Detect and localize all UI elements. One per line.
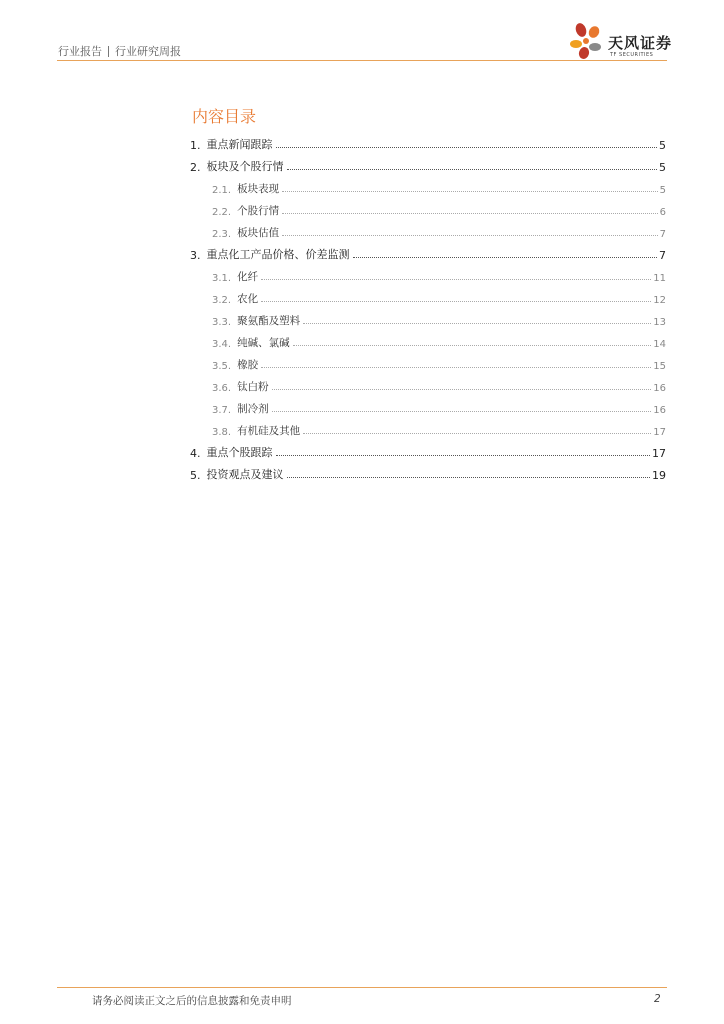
toc-entry-page: 17	[653, 427, 666, 438]
logo-subtitle: TF SECURITIES	[610, 52, 654, 58]
toc-entry-number: 3.5.	[212, 361, 232, 372]
toc-entry-page: 16	[653, 383, 666, 394]
toc-leader-dots	[272, 411, 652, 412]
toc-entry[interactable]	[190, 438, 666, 460]
toc-entry-label: 板块估值	[237, 227, 280, 239]
toc-leader-dots	[293, 345, 652, 346]
toc-leader-dots	[261, 301, 651, 302]
toc-entry[interactable]	[190, 218, 666, 240]
toc-entry[interactable]	[190, 328, 666, 350]
toc-entry-number: 5.	[190, 469, 201, 482]
toc-entry-page: 6	[659, 207, 666, 218]
toc-entry[interactable]	[190, 460, 666, 482]
toc-entry-page: 7	[659, 229, 666, 240]
toc-entry[interactable]	[190, 394, 666, 416]
toc-entry-label: 橡胶	[237, 359, 259, 371]
header-category: 行业报告	[58, 45, 102, 58]
page-number: 2	[654, 993, 661, 1005]
toc-leader-dots	[282, 213, 658, 214]
toc-entry-label: 纯碱、氯碱	[237, 337, 290, 349]
toc-leader-dots	[261, 279, 651, 280]
toc-entry-label: 板块及个股行情	[206, 160, 284, 173]
toc-entry[interactable]	[190, 130, 666, 152]
toc-entry-page: 19	[652, 469, 666, 482]
toc-entry[interactable]	[190, 152, 666, 174]
footer-disclaimer: 请务必阅读正文之后的信息披露和免责申明	[92, 995, 292, 1007]
toc-entry[interactable]	[190, 262, 666, 284]
toc-leader-dots	[261, 367, 651, 368]
toc-leader-dots	[303, 433, 651, 434]
toc-entry-label: 农化	[237, 293, 259, 305]
toc-entry-number: 2.1.	[212, 185, 232, 196]
toc-entry-page: 12	[653, 295, 666, 306]
toc-entry[interactable]	[190, 372, 666, 394]
toc-entry-label: 重点个股跟踪	[206, 446, 273, 459]
toc-entry-number: 3.2.	[212, 295, 232, 306]
toc-entry-label: 化纤	[237, 271, 259, 283]
toc-entry-page: 13	[653, 317, 666, 328]
toc-leader-dots	[276, 455, 651, 456]
toc-entry-label: 重点化工产品价格、价差监测	[206, 248, 350, 261]
toc-entry-label: 投资观点及建议	[206, 468, 284, 481]
toc-entry-page: 5	[659, 161, 666, 174]
toc-entry-label: 制冷剂	[237, 403, 269, 415]
toc-entry-number: 3.7.	[212, 405, 232, 416]
toc-entry-number: 2.	[190, 161, 201, 174]
toc-title: 内容目录	[192, 107, 257, 126]
toc-entry-page: 7	[659, 249, 666, 262]
toc-leader-dots	[353, 257, 658, 258]
toc-entry-page: 5	[659, 185, 666, 196]
logo-name: 天风证券	[608, 34, 673, 52]
toc-entry-label: 钛白粉	[237, 381, 269, 393]
toc-entry[interactable]	[190, 196, 666, 218]
header-breadcrumb	[58, 43, 181, 59]
toc-leader-dots	[272, 389, 652, 390]
toc-entry-number: 1.	[190, 139, 201, 152]
toc-entry-number: 2.3.	[212, 229, 232, 240]
toc-entry[interactable]	[190, 284, 666, 306]
toc-entry-number: 3.6.	[212, 383, 232, 394]
toc-entry[interactable]	[190, 174, 666, 196]
toc-entry-number: 3.1.	[212, 273, 232, 284]
footer-divider-line	[57, 987, 667, 988]
header-divider-line	[57, 60, 667, 61]
toc-entry-page: 16	[653, 405, 666, 416]
header-subcategory: 行业研究周报	[115, 45, 181, 58]
toc-entry-number: 3.8.	[212, 427, 232, 438]
header-divider	[108, 46, 109, 57]
toc-entry-label: 有机硅及其他	[237, 425, 301, 437]
toc-leader-dots	[276, 147, 658, 148]
toc-leader-dots	[282, 235, 658, 236]
flower-logo-icon	[568, 22, 608, 60]
toc-leader-dots	[287, 477, 651, 478]
toc-entry[interactable]	[190, 350, 666, 372]
toc-entry[interactable]	[190, 240, 666, 262]
table-of-contents	[190, 130, 666, 482]
toc-entry-number: 3.3.	[212, 317, 232, 328]
toc-entry-number: 3.	[190, 249, 201, 262]
toc-entry-page: 14	[653, 339, 666, 350]
toc-entry-label: 聚氨酯及塑料	[237, 315, 301, 327]
toc-entry-page: 5	[659, 139, 666, 152]
toc-entry-number: 4.	[190, 447, 201, 460]
toc-entry-number: 3.4.	[212, 339, 232, 350]
toc-leader-dots	[282, 191, 658, 192]
toc-entry-number: 2.2.	[212, 207, 232, 218]
toc-entry[interactable]	[190, 306, 666, 328]
company-logo	[568, 22, 672, 60]
toc-leader-dots	[303, 323, 651, 324]
toc-entry-label: 个股行情	[237, 205, 280, 217]
toc-entry[interactable]	[190, 416, 666, 438]
toc-entry-page: 17	[652, 447, 666, 460]
toc-leader-dots	[287, 169, 658, 170]
toc-entry-page: 11	[653, 273, 666, 284]
toc-entry-page: 15	[653, 361, 666, 372]
toc-entry-label: 板块表现	[237, 183, 280, 195]
toc-entry-label: 重点新闻跟踪	[206, 138, 273, 151]
